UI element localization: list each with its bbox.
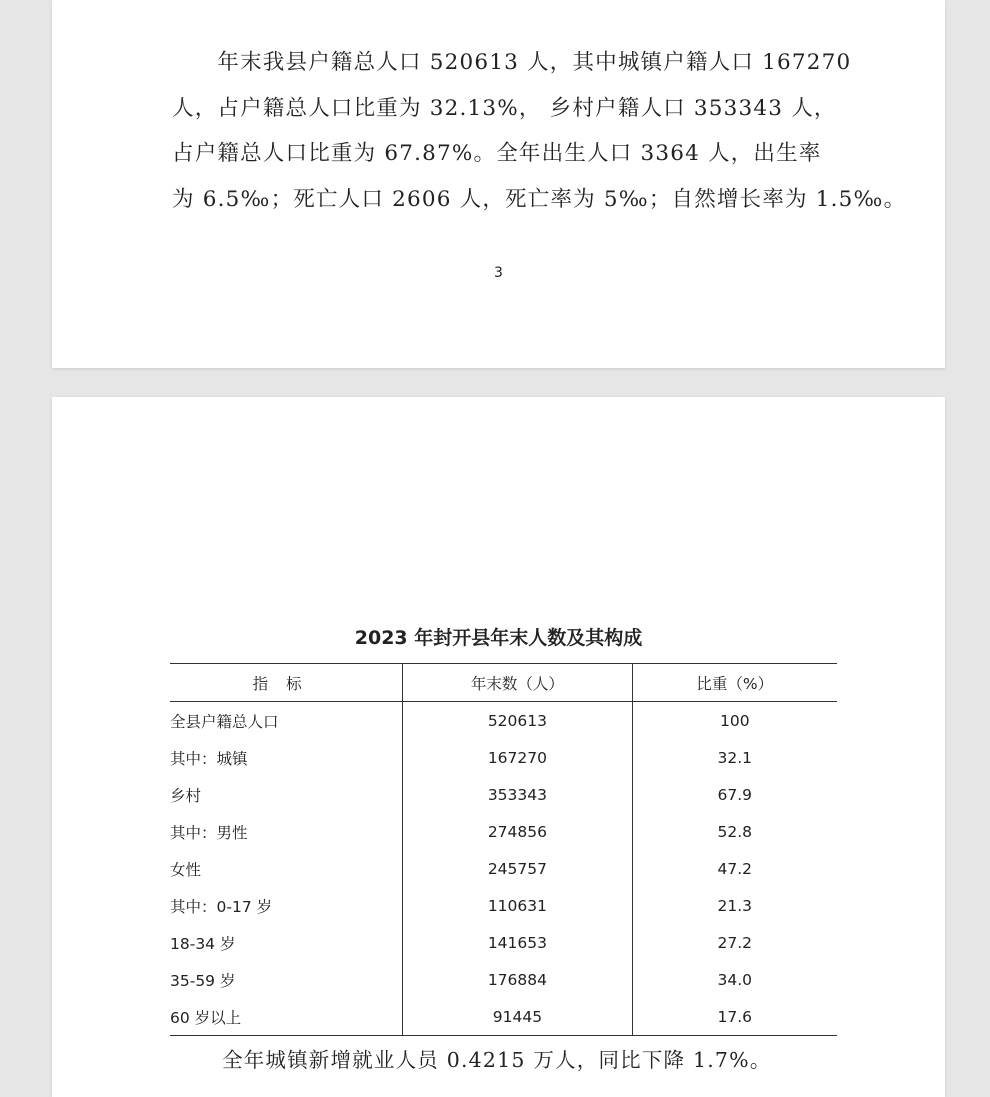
row-label: 其中：男性 bbox=[170, 823, 248, 842]
row-label: 女性 bbox=[170, 860, 202, 879]
row-count: 91445 bbox=[403, 998, 632, 1036]
row-label: 其中：0-17 岁 bbox=[170, 897, 273, 916]
document-page-3 bbox=[52, 0, 945, 368]
row-label: 其中：城镇 bbox=[170, 749, 248, 768]
row-share: 52.8 bbox=[632, 813, 837, 850]
page-number: 3 bbox=[494, 265, 503, 281]
row-count: 353343 bbox=[403, 776, 632, 813]
row-count: 167270 bbox=[403, 739, 632, 776]
table-row bbox=[170, 924, 837, 961]
paragraph-line: 占户籍总人口比重为 67.87%。全年出生人口 3364 人，出生率 bbox=[172, 141, 822, 166]
header-indicator: 指标 bbox=[170, 664, 403, 702]
row-share: 27.2 bbox=[632, 924, 837, 961]
row-count: 520613 bbox=[403, 702, 632, 740]
table-row bbox=[170, 739, 837, 776]
table-row bbox=[170, 850, 837, 887]
row-share: 34.0 bbox=[632, 961, 837, 998]
row-count: 110631 bbox=[403, 887, 632, 924]
table-row bbox=[170, 961, 837, 998]
row-share: 67.9 bbox=[632, 776, 837, 813]
table-row bbox=[170, 702, 837, 740]
row-count: 176884 bbox=[403, 961, 632, 998]
row-count: 245757 bbox=[403, 850, 632, 887]
header-share: 比重（%） bbox=[632, 664, 837, 702]
table-row bbox=[170, 998, 837, 1036]
table-row bbox=[170, 813, 837, 850]
population-table bbox=[170, 663, 837, 1036]
row-count: 274856 bbox=[403, 813, 632, 850]
row-share: 32.1 bbox=[632, 739, 837, 776]
employment-paragraph: 全年城镇新增就业人员 0.4215 万人，同比下降 1.7%。 bbox=[222, 1048, 772, 1072]
paragraph-line: 年末我县户籍总人口 520613 人，其中城镇户籍人口 167270 bbox=[172, 50, 852, 75]
row-share: 100 bbox=[632, 702, 837, 740]
table-title: 2023 年封开县年末人数及其构成 bbox=[354, 627, 643, 649]
header-year-end-count: 年末数（人） bbox=[403, 664, 632, 702]
row-count: 141653 bbox=[403, 924, 632, 961]
row-label: 乡村 bbox=[170, 786, 202, 805]
population-paragraph bbox=[172, 40, 907, 222]
document-page-4 bbox=[52, 397, 945, 1097]
table-row bbox=[170, 776, 837, 813]
row-share: 47.2 bbox=[632, 850, 837, 887]
row-share: 21.3 bbox=[632, 887, 837, 924]
paragraph-line: 人，占户籍总人口比重为 32.13%， 乡村户籍人口 353343 人， bbox=[172, 95, 837, 121]
table-row bbox=[170, 887, 837, 924]
row-label: 18-34 岁 bbox=[170, 934, 236, 953]
row-label: 35-59 岁 bbox=[170, 971, 236, 990]
row-share: 17.6 bbox=[632, 998, 837, 1036]
row-label: 全县户籍总人口 bbox=[170, 712, 279, 731]
paragraph-line: 为 6.5‰；死亡人口 2606 人，死亡率为 5‰；自然增长率为 1.5‰。 bbox=[172, 186, 907, 212]
row-label: 60 岁以上 bbox=[170, 998, 403, 1036]
table-header-row bbox=[170, 664, 837, 702]
